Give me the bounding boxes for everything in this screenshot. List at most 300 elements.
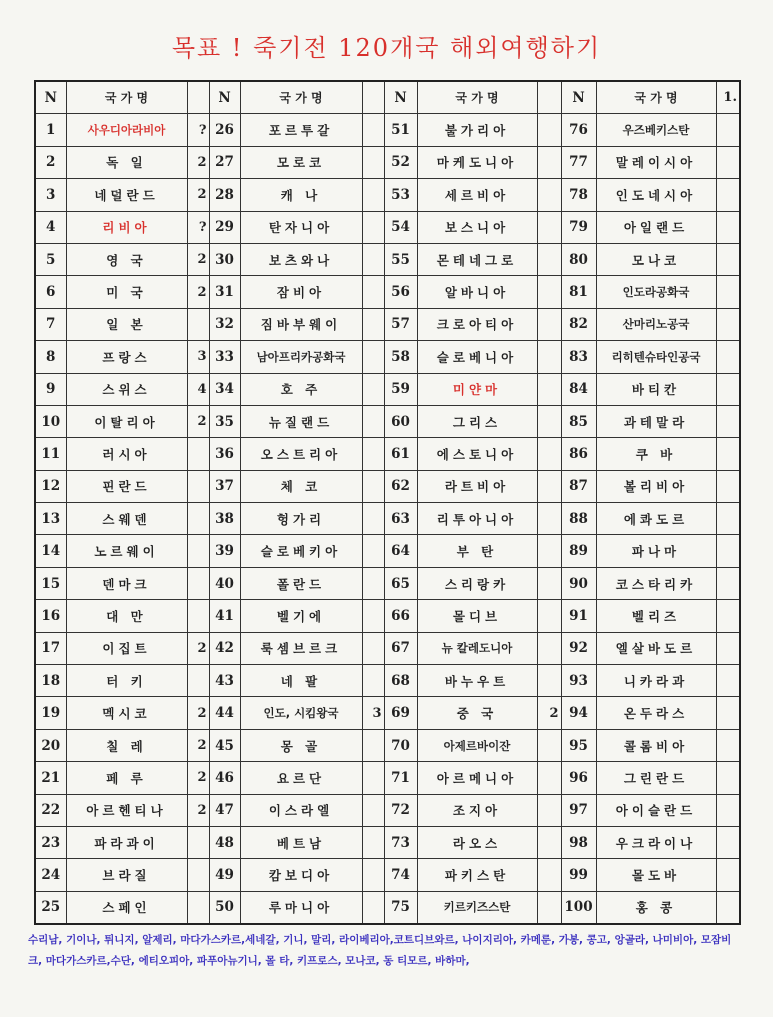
row-number: 62 (384, 470, 417, 502)
visit-count (362, 891, 384, 924)
table-row (35, 762, 740, 794)
table-row (35, 665, 740, 697)
country-name: 아제르바이잔 (417, 729, 537, 761)
country-name: 콜롬비아 (596, 729, 716, 761)
visit-count (362, 308, 384, 340)
header-count (537, 81, 561, 114)
country-name: 뉴질랜드 (240, 405, 362, 437)
row-number: 91 (561, 600, 596, 632)
country-name: 인도, 시킴왕국 (240, 697, 362, 729)
country-name: 헝가리 (240, 503, 362, 535)
visit-count (716, 794, 740, 826)
row-number: 7 (35, 308, 66, 340)
visit-count (362, 729, 384, 761)
visit-count (716, 276, 740, 308)
row-number: 55 (384, 243, 417, 275)
row-number: 77 (561, 146, 596, 178)
country-name: 아일랜드 (596, 211, 716, 243)
country-name: 라오스 (417, 826, 537, 858)
table-row (35, 535, 740, 567)
visit-count (537, 891, 561, 924)
table-row (35, 341, 740, 373)
header-row (35, 81, 740, 114)
visit-count: 2 (187, 146, 209, 178)
row-number: 67 (384, 632, 417, 664)
table-row (35, 146, 740, 178)
row-number: 80 (561, 243, 596, 275)
country-name: 몽 골 (240, 729, 362, 761)
row-number: 36 (209, 438, 240, 470)
visit-count (362, 211, 384, 243)
visit-count (362, 632, 384, 664)
visit-count (537, 826, 561, 858)
row-number: 9 (35, 373, 66, 405)
visit-count (716, 632, 740, 664)
visit-count: 2 (537, 697, 561, 729)
row-number: 66 (384, 600, 417, 632)
country-name: 리투아니아 (417, 503, 537, 535)
visit-count (362, 567, 384, 599)
row-number: 89 (561, 535, 596, 567)
country-name: 키르키즈스탄 (417, 891, 537, 924)
visit-count (716, 762, 740, 794)
row-number: 20 (35, 729, 66, 761)
country-name: 불가리아 (417, 114, 537, 146)
header-count (187, 81, 209, 114)
row-number: 19 (35, 697, 66, 729)
country-name: 아르메니아 (417, 762, 537, 794)
visit-count: 3 (362, 697, 384, 729)
row-number: 92 (561, 632, 596, 664)
visit-count (716, 179, 740, 211)
visit-count (187, 470, 209, 502)
row-number: 49 (209, 859, 240, 891)
row-number: 84 (561, 373, 596, 405)
country-name: 스웨덴 (66, 503, 187, 535)
visit-count (187, 567, 209, 599)
visit-count (537, 600, 561, 632)
row-number: 68 (384, 665, 417, 697)
row-number: 99 (561, 859, 596, 891)
header-country-name: 국 가 명 (596, 81, 716, 114)
country-name: 보츠와나 (240, 243, 362, 275)
row-number: 79 (561, 211, 596, 243)
row-number: 85 (561, 405, 596, 437)
row-number: 39 (209, 535, 240, 567)
country-name: 루마니아 (240, 891, 362, 924)
table-row (35, 179, 740, 211)
country-name: 인도라공화국 (596, 276, 716, 308)
country-name: 대 만 (66, 600, 187, 632)
country-name: 슬로베키아 (240, 535, 362, 567)
row-number: 86 (561, 438, 596, 470)
row-number: 90 (561, 567, 596, 599)
country-name: 체 코 (240, 470, 362, 502)
country-name: 니카라과 (596, 665, 716, 697)
visit-count (362, 665, 384, 697)
row-number: 93 (561, 665, 596, 697)
visit-count (537, 859, 561, 891)
row-number: 1 (35, 114, 66, 146)
page-title: 목표 ! 죽기전 120개국 해외여행하기 (171, 34, 602, 62)
row-number: 40 (209, 567, 240, 599)
country-name: 이스라엘 (240, 794, 362, 826)
country-name: 네 팔 (240, 665, 362, 697)
visit-count: ? (187, 211, 209, 243)
header-extra: 1. (716, 81, 740, 114)
table-row (35, 729, 740, 761)
row-number: 28 (209, 179, 240, 211)
visit-count (362, 503, 384, 535)
row-number: 44 (209, 697, 240, 729)
visit-count (716, 729, 740, 761)
country-name: 터 키 (66, 665, 187, 697)
visit-count (716, 405, 740, 437)
row-number: 59 (384, 373, 417, 405)
row-number: 33 (209, 341, 240, 373)
visit-count (187, 535, 209, 567)
country-name: 페 루 (66, 762, 187, 794)
visit-count (362, 179, 384, 211)
country-name: 호 주 (240, 373, 362, 405)
country-name: 볼리비아 (596, 470, 716, 502)
row-number: 24 (35, 859, 66, 891)
visit-count (716, 470, 740, 502)
table-row (35, 891, 740, 924)
row-number: 17 (35, 632, 66, 664)
visit-count (362, 373, 384, 405)
country-name: 덴마크 (66, 567, 187, 599)
country-name: 베트남 (240, 826, 362, 858)
country-name: 칠 레 (66, 729, 187, 761)
country-name: 남아프리카공화국 (240, 341, 362, 373)
row-number: 95 (561, 729, 596, 761)
visit-count (716, 891, 740, 924)
visit-count (362, 826, 384, 858)
row-number: 94 (561, 697, 596, 729)
row-number: 37 (209, 470, 240, 502)
visit-count (362, 859, 384, 891)
country-name: 사우디아라비아 (66, 114, 187, 146)
visit-count (537, 535, 561, 567)
visit-count (537, 243, 561, 275)
visit-count: 2 (187, 729, 209, 761)
row-number: 14 (35, 535, 66, 567)
row-number: 63 (384, 503, 417, 535)
country-name: 파라과이 (66, 826, 187, 858)
table-row (35, 567, 740, 599)
visit-count (362, 243, 384, 275)
country-name: 잠비아 (240, 276, 362, 308)
row-number: 42 (209, 632, 240, 664)
country-name: 알바니아 (417, 276, 537, 308)
country-name: 룩셈브르크 (240, 632, 362, 664)
visit-count: 2 (187, 697, 209, 729)
row-number: 51 (384, 114, 417, 146)
row-number: 12 (35, 470, 66, 502)
country-name: 몬테네그로 (417, 243, 537, 275)
header-country-name: 국 가 명 (240, 81, 362, 114)
visit-count (362, 535, 384, 567)
country-name: 우즈베키스탄 (596, 114, 716, 146)
row-number: 25 (35, 891, 66, 924)
country-name: 아이슬란드 (596, 794, 716, 826)
visit-count (537, 729, 561, 761)
visit-count (362, 600, 384, 632)
country-name: 조지아 (417, 794, 537, 826)
country-name: 모나코 (596, 243, 716, 275)
visit-count (716, 697, 740, 729)
country-name: 라트비아 (417, 470, 537, 502)
country-name: 인도네시아 (596, 179, 716, 211)
country-name: 리히텐슈타인공국 (596, 341, 716, 373)
visit-count (187, 859, 209, 891)
visit-count (362, 341, 384, 373)
row-number: 71 (384, 762, 417, 794)
country-name: 캄보디아 (240, 859, 362, 891)
visit-count (537, 503, 561, 535)
row-number: 76 (561, 114, 596, 146)
additional-countries-note: 수리남, 기이나, 튀니지, 알제리, 마다가스카르,세네갈, 기니, 말리, 라이베리아,코트디브와르, 나이지리아, 카메룬, 가봉, 콩고, 앙골라, 나미비아, 모잠비크, 마다가스카르,수단, 에티오피아, 파푸아뉴기니, 몰 타, 키프로스, 모나코, 동 티모르, 바하마, (28, 934, 732, 967)
country-name: 이집트 (66, 632, 187, 664)
country-name: 온두라스 (596, 697, 716, 729)
country-name: 그리스 (417, 405, 537, 437)
visit-count (362, 276, 384, 308)
visit-count (537, 308, 561, 340)
row-number: 58 (384, 341, 417, 373)
country-name: 바누우트 (417, 665, 537, 697)
row-number: 43 (209, 665, 240, 697)
row-number: 56 (384, 276, 417, 308)
visit-count (187, 503, 209, 535)
row-number: 73 (384, 826, 417, 858)
row-number: 3 (35, 179, 66, 211)
table-row (35, 470, 740, 502)
visit-count (716, 665, 740, 697)
visit-count: 3 (187, 341, 209, 373)
visit-count (716, 503, 740, 535)
country-name: 엘살바도르 (596, 632, 716, 664)
visit-count (716, 535, 740, 567)
table-row (35, 373, 740, 405)
country-name: 산마리노공국 (596, 308, 716, 340)
row-number: 32 (209, 308, 240, 340)
row-number: 69 (384, 697, 417, 729)
country-name: 우크라이나 (596, 826, 716, 858)
country-name: 이탈리아 (66, 405, 187, 437)
visit-count (362, 405, 384, 437)
table-row (35, 697, 740, 729)
visit-count (187, 438, 209, 470)
country-name: 과테말라 (596, 405, 716, 437)
row-number: 13 (35, 503, 66, 535)
row-number: 54 (384, 211, 417, 243)
visit-count (362, 438, 384, 470)
country-name: 파키스탄 (417, 859, 537, 891)
row-number: 48 (209, 826, 240, 858)
table-row (35, 503, 740, 535)
row-number: 88 (561, 503, 596, 535)
country-name: 스페인 (66, 891, 187, 924)
row-number: 38 (209, 503, 240, 535)
row-number: 41 (209, 600, 240, 632)
country-name: 스리랑카 (417, 567, 537, 599)
table-row (35, 794, 740, 826)
visit-count (716, 211, 740, 243)
visit-count (362, 794, 384, 826)
country-name: 요르단 (240, 762, 362, 794)
row-number: 4 (35, 211, 66, 243)
visit-count (187, 665, 209, 697)
visit-count (716, 308, 740, 340)
table-row (35, 859, 740, 891)
row-number: 27 (209, 146, 240, 178)
country-name: 그린란드 (596, 762, 716, 794)
visit-count (716, 243, 740, 275)
row-number: 18 (35, 665, 66, 697)
header-country-name: 국 가 명 (417, 81, 537, 114)
row-number: 98 (561, 826, 596, 858)
visit-count (187, 308, 209, 340)
visit-count (537, 794, 561, 826)
row-number: 83 (561, 341, 596, 373)
visit-count (716, 146, 740, 178)
header-country-name: 국 가 명 (66, 81, 187, 114)
row-number: 60 (384, 405, 417, 437)
row-number: 81 (561, 276, 596, 308)
row-number: 57 (384, 308, 417, 340)
row-number: 53 (384, 179, 417, 211)
row-number: 70 (384, 729, 417, 761)
row-number: 23 (35, 826, 66, 858)
table-row (35, 211, 740, 243)
visit-count (187, 891, 209, 924)
country-name: 영 국 (66, 243, 187, 275)
country-name: 세르비아 (417, 179, 537, 211)
table-row (35, 632, 740, 664)
visit-count (537, 114, 561, 146)
visit-count (537, 211, 561, 243)
country-name: 벨기에 (240, 600, 362, 632)
country-name: 아르헨티나 (66, 794, 187, 826)
visit-count: 2 (187, 179, 209, 211)
country-name: 브라질 (66, 859, 187, 891)
visit-count: 2 (187, 794, 209, 826)
row-number: 72 (384, 794, 417, 826)
row-number: 64 (384, 535, 417, 567)
country-name: 마케도니아 (417, 146, 537, 178)
row-number: 65 (384, 567, 417, 599)
row-number: 16 (35, 600, 66, 632)
visit-count (187, 600, 209, 632)
row-number: 52 (384, 146, 417, 178)
country-name: 몰디브 (417, 600, 537, 632)
country-name: 러시아 (66, 438, 187, 470)
country-name: 미얀마 (417, 373, 537, 405)
row-number: 100 (561, 891, 596, 924)
row-number: 6 (35, 276, 66, 308)
row-number: 26 (209, 114, 240, 146)
table-row (35, 243, 740, 275)
table-row (35, 438, 740, 470)
visit-count (537, 632, 561, 664)
visit-count (716, 567, 740, 599)
country-name: 코스타리카 (596, 567, 716, 599)
country-name: 오스트리아 (240, 438, 362, 470)
table-row (35, 600, 740, 632)
visit-count (537, 438, 561, 470)
row-number: 5 (35, 243, 66, 275)
country-name: 핀란드 (66, 470, 187, 502)
country-name: 뉴 칼레도니아 (417, 632, 537, 664)
row-number: 30 (209, 243, 240, 275)
row-number: 15 (35, 567, 66, 599)
visit-count (716, 438, 740, 470)
country-name: 미 국 (66, 276, 187, 308)
visit-count (537, 341, 561, 373)
visit-count (537, 146, 561, 178)
table-row (35, 308, 740, 340)
visit-count (537, 373, 561, 405)
country-name: 포르투갈 (240, 114, 362, 146)
row-number: 45 (209, 729, 240, 761)
visit-count (716, 859, 740, 891)
country-name: 독 일 (66, 146, 187, 178)
row-number: 29 (209, 211, 240, 243)
row-number: 50 (209, 891, 240, 924)
visit-count (537, 665, 561, 697)
visit-count (187, 826, 209, 858)
country-name: 프랑스 (66, 341, 187, 373)
row-number: 96 (561, 762, 596, 794)
visit-count (716, 373, 740, 405)
row-number: 46 (209, 762, 240, 794)
row-number: 97 (561, 794, 596, 826)
country-name: 캐 나 (240, 179, 362, 211)
row-number: 35 (209, 405, 240, 437)
visit-count (716, 114, 740, 146)
country-name: 스위스 (66, 373, 187, 405)
header-n: N (35, 81, 66, 114)
visit-count (537, 276, 561, 308)
country-name: 말레이시아 (596, 146, 716, 178)
country-name: 크로아티아 (417, 308, 537, 340)
country-name: 벨리즈 (596, 600, 716, 632)
visit-count (716, 600, 740, 632)
row-number: 82 (561, 308, 596, 340)
visit-count (537, 567, 561, 599)
row-number: 2 (35, 146, 66, 178)
visit-count (716, 826, 740, 858)
header-n: N (209, 81, 240, 114)
row-number: 75 (384, 891, 417, 924)
country-name: 탄자니아 (240, 211, 362, 243)
country-name: 바티칸 (596, 373, 716, 405)
country-name: 에스토니아 (417, 438, 537, 470)
country-name: 슬로베니아 (417, 341, 537, 373)
header-n: N (384, 81, 417, 114)
visit-count: ? (187, 114, 209, 146)
visit-count (362, 114, 384, 146)
country-name: 파나마 (596, 535, 716, 567)
visit-count: 2 (187, 762, 209, 794)
row-number: 8 (35, 341, 66, 373)
country-name: 폴란드 (240, 567, 362, 599)
country-table (34, 80, 741, 925)
country-name: 부 탄 (417, 535, 537, 567)
country-name: 에콰도르 (596, 503, 716, 535)
country-name: 짐바부웨이 (240, 308, 362, 340)
